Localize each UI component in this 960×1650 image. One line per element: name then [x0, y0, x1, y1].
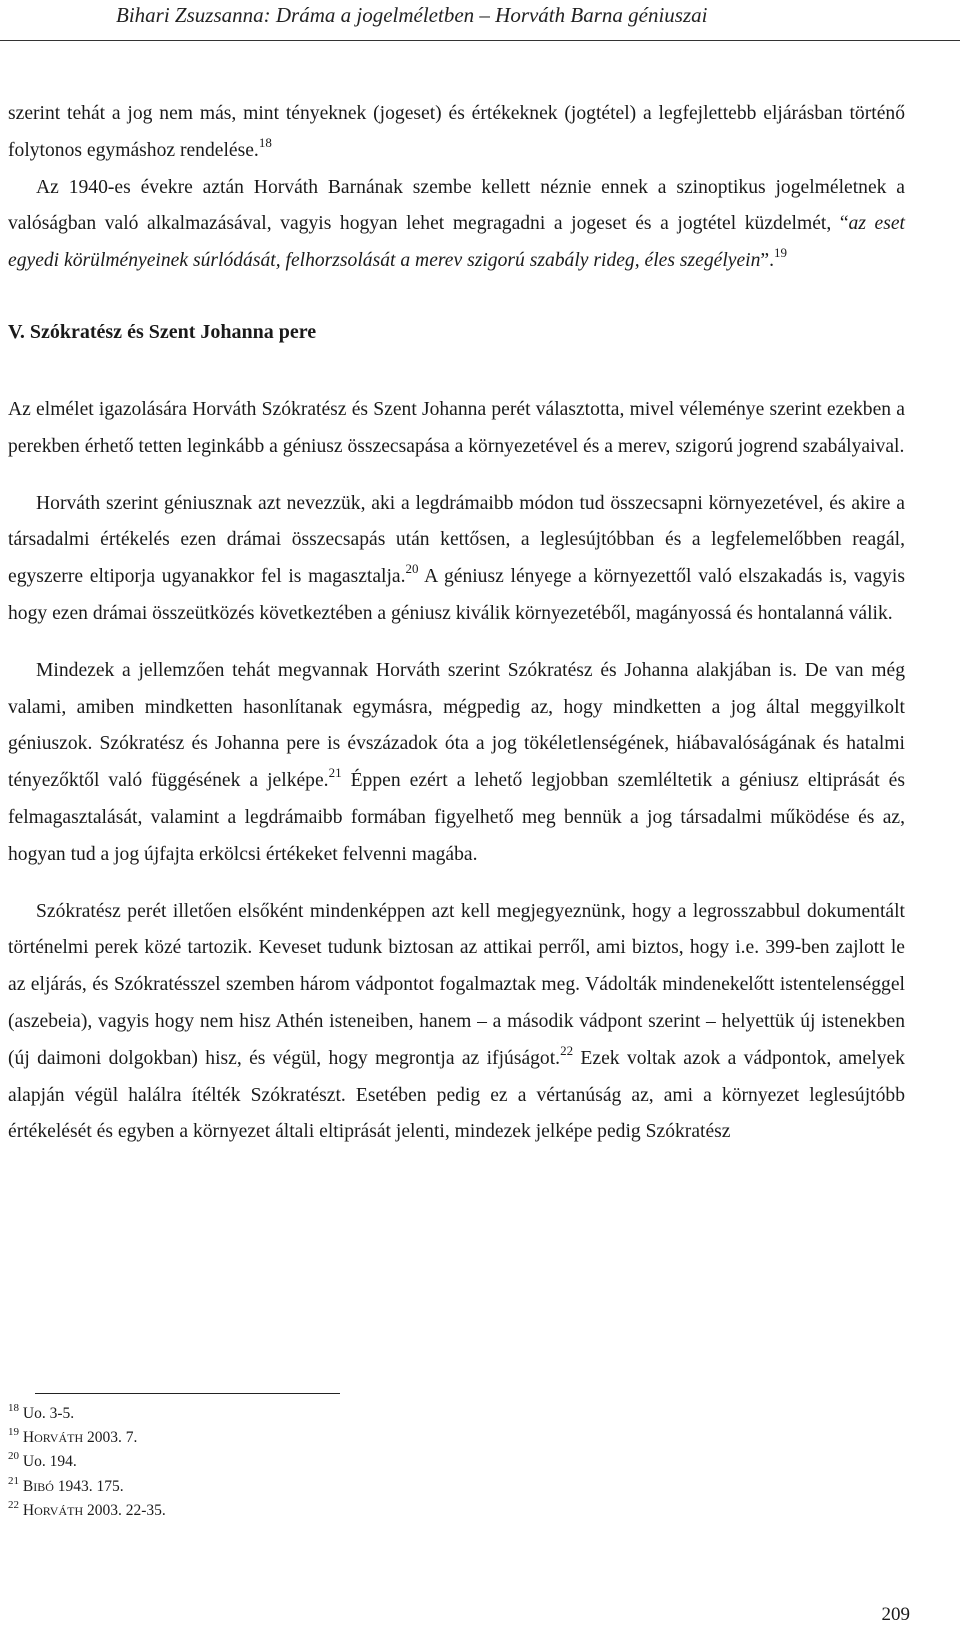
paragraph-5-text-a: Mindezek a jellemzően tehát megvannak Horváth szerint Szókratész és Johanna alakjában is. De van még valami, amiben mindketten hasonlítanak egymásra, mégpedig az, hogy mindketten a jog által meggyilkolt géniuszok. Szókratész és Johanna pere is évszázadok óta a jog tökéletlenségének, hiábavalóságának és hatalmi tényezőktől való függésének a jelképe.	[8, 659, 905, 792]
paragraph-6	[8, 894, 905, 1152]
footnote-number: 18	[8, 1402, 19, 1414]
footnote-author-rest: ORVÁTH	[34, 1503, 84, 1518]
footnote-text: 2003. 22-35.	[83, 1501, 166, 1519]
paragraph-4	[8, 486, 905, 633]
paragraph-3-text: Az elmélet igazolására Horváth Szókratész és Szent Johanna perét választotta, mivel véleménye szerint ezekben a perekben érhető tetten leginkább a géniusz összecsapása a környezetével és a merev, szigorú jogrend szabályaival.	[8, 398, 905, 457]
footnote-author-initial: H	[22, 1501, 35, 1519]
footnote-ref-20[interactable]: 20	[405, 561, 419, 577]
paragraph-6-text-b: Ezek voltak azok a vádpontok, amelyek alapján végül halálra ítélték Szókratészt. Esetében pedig ez a vértanúság az, ami a környezet leglesújtóbb értékelését és egyben a környezet általi eltiprását jelenti, mindezek jelképe pedig Szókratész	[8, 1047, 905, 1143]
footnote-18	[8, 1402, 166, 1426]
footnote-ref-19[interactable]: 19	[774, 245, 788, 261]
paragraph-2	[8, 170, 905, 280]
running-title: Bihari Zsuzsanna: Dráma a jogelméletben – Horváth Barna géniuszai	[116, 3, 708, 27]
paragraph-1	[8, 96, 905, 170]
footnote-20	[8, 1450, 166, 1474]
footnote-number: 21	[8, 1474, 19, 1487]
paragraph-5-text-b: Éppen ezért a lehető legjobban szemléltetik a géniusz eltiprását és felmagasztalását, valamint a legdrámaibb formában figyelhető meg bennük a jog társadalmi működése és az, hogyan tud a jog újfajta erkölcsi értékeket felvenni magába.	[8, 770, 905, 865]
footnote-author-rest: IBÓ	[33, 1479, 54, 1494]
footnote-number: 20	[8, 1450, 19, 1463]
page-number: 209	[881, 1604, 910, 1625]
paragraph-4-text-b: A géniusz lényege a környezettől való elszakadás is, vagyis hogy ezen drámai összeütközés következtében a géniusz kiválik környezetéből, magányossá és hontalanná válik.	[8, 566, 905, 624]
footnote-number: 22	[8, 1498, 19, 1511]
paragraph-2-text-b: ”.	[760, 250, 775, 272]
header-rule	[0, 40, 960, 41]
paragraph-2-text-a: Az 1940-es évekre aztán Horváth Barnának szembe kellett néznie ennek a szinoptikus jogelméletnek a valóságban való alkalmazásával, vagyis hogyan lehet megragadni a jogeset és a jogtétel küzdelmét, “	[8, 176, 905, 235]
main-text	[8, 96, 905, 1151]
footnote-separator	[35, 1393, 340, 1394]
footnote-text: 2003. 7.	[83, 1429, 138, 1447]
footnotes	[8, 1402, 166, 1523]
footnote-text: Uo. 194.	[22, 1453, 77, 1471]
paragraph-1-text: szerint tehát a jog nem más, mint tényeknek (jogeset) és értékeknek (jogtétel) a legfejlettebb eljárásban történő folytonos egymáshoz rendelése.	[8, 103, 905, 161]
footnote-number: 19	[8, 1426, 19, 1439]
footnote-text: 1943. 175.	[53, 1477, 124, 1495]
paragraph-3	[8, 392, 905, 466]
footnote-22	[8, 1499, 166, 1523]
footnote-author-initial: H	[22, 1429, 35, 1447]
running-header	[0, 0, 960, 52]
paragraph-2-quote: az eset egyedi körülményeinek súrlódását, felhorzsolását a merev szigorú szabály rideg, éles szegélyein	[8, 213, 905, 272]
footnote-21	[8, 1475, 166, 1499]
footnote-ref-18[interactable]: 18	[258, 134, 272, 150]
section-heading: V. Szókratész és Szent Johanna pere	[8, 320, 317, 343]
footnote-ref-22[interactable]: 22	[560, 1042, 574, 1058]
footnote-19	[8, 1426, 166, 1450]
paragraph-6-text-a: Szókratész perét illetően elsőként mindenképpen azt kell megjegyeznünk, hogy a legrosszabbul dokumentált történelmi perek közé tartozik. Keveset tudunk biztosan az attikai perről, ami biztos, hogy i.e. 399-ben zajlott le az eljárás, és Szókratésszel szemben három vádpontot fogalmaztak meg. Vádolták mindenekelőtt istentelenséggel (aszebeia), vagyis hogy nem hisz Athén isteneiben, hanem – a második vádpont szerint – helyettük új istenekben (új daimoni dolgokban) hisz, és végül, hogy megrontja az ifjúságot.	[8, 900, 905, 1069]
footnote-text: Uo. 3-5.	[22, 1405, 75, 1422]
footnote-author-initial: B	[22, 1477, 34, 1495]
paragraph-5	[8, 653, 905, 874]
footnote-ref-21[interactable]: 21	[328, 765, 342, 781]
paragraph-4-text-a: Horváth szerint géniusznak azt nevezzük, aki a legdrámaibb módon tud összecsapni környezetével, és akire a társadalmi értékelés ezen drámai összecsapás után kettősen, a leglesújtóbban és a legfelemelőbben reagál, egyszerre eltiporja ugyanakkor fel is magasztalja.	[8, 492, 905, 588]
footnote-author-rest: ORVÁTH	[34, 1431, 84, 1446]
